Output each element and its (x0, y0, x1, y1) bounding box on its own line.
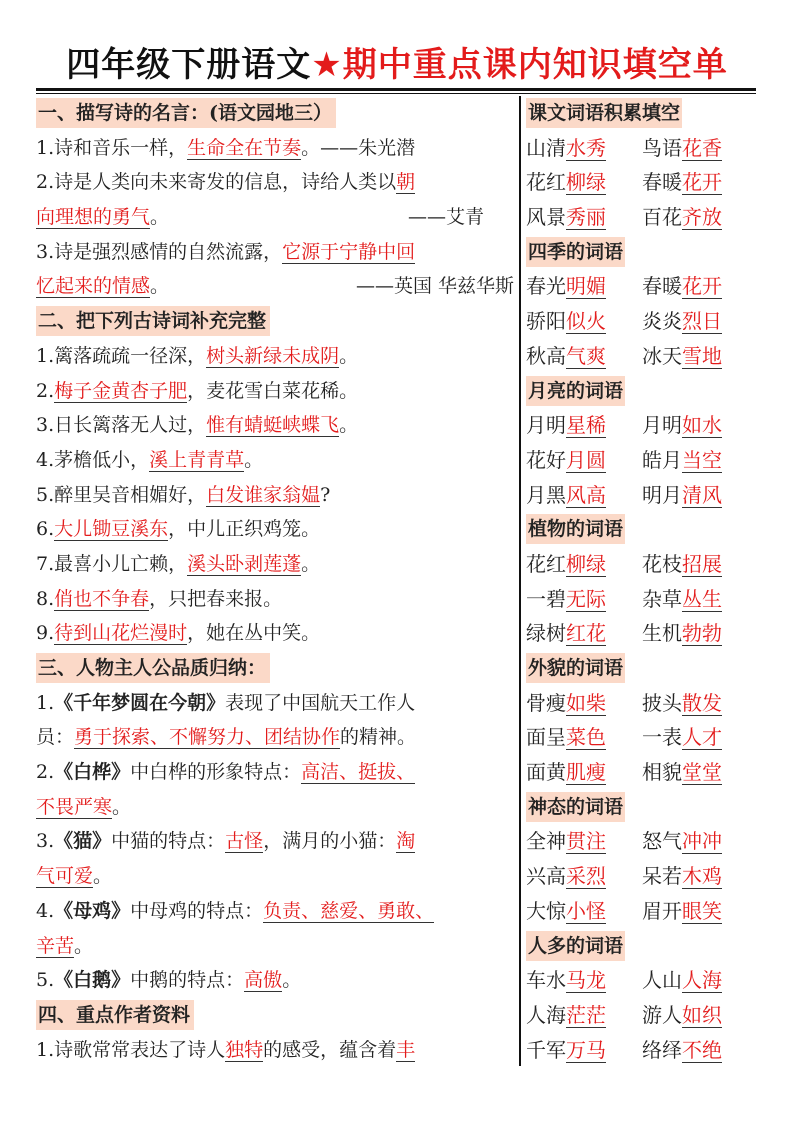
vocab-word (642, 582, 758, 617)
word-prefix: 人山 (642, 968, 682, 993)
vocab-word (526, 165, 642, 200)
vocab-row (526, 547, 758, 582)
answer: 月圆 (566, 447, 606, 472)
vocab-word (526, 547, 642, 582)
line-text: 。 (112, 795, 132, 818)
answer: 树头新绿未成阴 (206, 344, 340, 367)
vocab-word (642, 408, 758, 443)
answer: 冲冲 (682, 829, 722, 854)
line-text: 。 (150, 275, 170, 298)
answer: 俏也不争春 (54, 587, 150, 610)
vocab-group-title: 外貌的词语 (526, 653, 625, 683)
word-prefix: 眉开 (642, 898, 682, 923)
section-4-title: 四、重点作者资料 (36, 1000, 194, 1030)
vocab-word (526, 894, 642, 929)
answer: 当空 (682, 447, 722, 472)
vocab-word (526, 720, 642, 755)
section-heading (36, 304, 514, 339)
line-text: 中鹅的特点： (130, 969, 245, 992)
answer: 丛生 (682, 586, 722, 611)
word-prefix: 千军 (526, 1037, 566, 1062)
answer: 向理想的勇气 (36, 206, 151, 229)
word-prefix: 月明 (642, 413, 682, 438)
line-text: 。 (74, 934, 94, 957)
line-text: ，只把春来报。 (149, 587, 283, 610)
vocab-row (526, 408, 758, 443)
author: ——英国 华兹华斯 (355, 275, 514, 298)
word-prefix: 车水 (526, 968, 566, 993)
book-title: 《猫》 (54, 830, 112, 853)
vocab-row (526, 824, 758, 859)
answer: 勇于探索、不懈努力、团结协作 (74, 726, 341, 749)
vocab-word (526, 859, 642, 894)
answer: 招展 (682, 551, 722, 576)
vocab-row (526, 304, 758, 339)
answer: 辛苦 (36, 934, 75, 957)
text-line (36, 269, 514, 304)
answer: 采烈 (566, 864, 606, 889)
vocab-word (526, 582, 642, 617)
vocab-word (526, 200, 642, 235)
answer: 肌瘦 (566, 760, 606, 785)
line-text: 7.最喜小儿亡赖， (36, 552, 188, 575)
answer: 如织 (682, 1002, 722, 1027)
answer: 气可爱 (36, 865, 94, 888)
answer: 堂堂 (682, 760, 722, 785)
vocab-row (526, 269, 758, 304)
vocab-word (526, 131, 642, 166)
vocab-group-title: 课文词语积累填空 (526, 98, 682, 128)
answer: 待到山花烂漫时 (54, 622, 188, 645)
line-text: 。 (93, 865, 113, 888)
vocab-row (526, 1033, 758, 1068)
vocab-word (526, 304, 642, 339)
vocab-word (642, 165, 758, 200)
line-text: ，她在丛中笑。 (187, 622, 321, 645)
word-prefix: 明月 (642, 482, 682, 507)
answer: 忆起来的情感 (36, 275, 151, 298)
line-text: 。——朱光潜 (301, 136, 416, 159)
vocab-word (642, 547, 758, 582)
line-text: 2. (36, 761, 55, 784)
word-prefix: 一碧 (526, 586, 566, 611)
vocab-group-heading (526, 96, 758, 131)
vocab-group-title: 神态的词语 (526, 792, 625, 822)
text-line (36, 963, 514, 998)
vocab-row (526, 963, 758, 998)
word-prefix: 月明 (526, 413, 566, 438)
section-heading (36, 96, 514, 131)
vocab-row (526, 443, 758, 478)
column-divider (519, 96, 521, 1066)
text-line (36, 929, 514, 964)
vocab-word (526, 478, 642, 513)
answer: 雪地 (682, 343, 722, 368)
vocab-word (526, 616, 642, 651)
left-column (36, 96, 514, 1067)
vocab-word (642, 269, 758, 304)
word-prefix: 山清 (526, 135, 566, 160)
answer: 如柴 (566, 690, 606, 715)
right-column (526, 96, 758, 1067)
section-heading (36, 651, 514, 686)
vocab-word (642, 131, 758, 166)
answer: 不绝 (682, 1037, 722, 1062)
line-text: 9. (36, 622, 55, 645)
line-text: 。 (244, 448, 264, 471)
answer: 红花 (566, 621, 606, 646)
word-prefix: 面黄 (526, 760, 566, 785)
line-text: 表现了中国航天工作人 (225, 691, 416, 714)
vocab-word (642, 894, 758, 929)
line-text: 。 (339, 344, 359, 367)
vocab-word (526, 1033, 642, 1068)
answer: 明媚 (566, 274, 606, 299)
vocab-word (642, 478, 758, 513)
answer: 溪头卧剥莲蓬 (187, 552, 302, 575)
line-text: 。 (339, 414, 359, 437)
book-title: 《千年梦圆在今朝》 (54, 691, 226, 714)
line-text: 3. (36, 830, 55, 853)
word-prefix: 大惊 (526, 898, 566, 923)
text-line (36, 374, 514, 409)
word-prefix: 一表 (642, 725, 682, 750)
answer: 朝 (396, 171, 416, 194)
vocab-row (526, 755, 758, 790)
answer: 清风 (682, 482, 722, 507)
vocab-word (642, 998, 758, 1033)
vocab-group-title: 月亮的词语 (526, 376, 625, 406)
vocab-group-title: 四季的词语 (526, 237, 625, 267)
vocab-group-title: 植物的词语 (526, 514, 625, 544)
answer: 气爽 (566, 343, 606, 368)
line-text: 8. (36, 587, 55, 610)
word-prefix: 杂草 (642, 586, 682, 611)
vocab-row (526, 200, 758, 235)
answer: 茫茫 (566, 1002, 606, 1027)
vocab-row (526, 686, 758, 721)
answer: 散发 (682, 690, 722, 715)
text-line (36, 443, 514, 478)
answer: 白发谁家翁媪 (206, 483, 321, 506)
line-text: 中白桦的形象特点： (130, 761, 302, 784)
answer: 似火 (566, 309, 606, 334)
text-line (36, 165, 514, 200)
book-title: 《白桦》 (54, 761, 131, 784)
word-prefix: 月黑 (526, 482, 566, 507)
line-text: 4. (36, 899, 55, 922)
word-prefix: 人海 (526, 1002, 566, 1027)
word-prefix: 花红 (526, 170, 566, 195)
answer: 古怪 (225, 830, 264, 853)
line-text: 6. (36, 518, 55, 541)
section-2-title: 二、把下列古诗词补充完整 (36, 306, 270, 336)
word-prefix: 披头 (642, 690, 682, 715)
word-prefix: 鸟语 (642, 135, 682, 160)
vocab-word (526, 339, 642, 374)
answer: 它源于宁静中回 (282, 240, 416, 263)
line-text: 1.篱落疏疏一径深， (36, 344, 207, 367)
word-prefix: 春光 (526, 274, 566, 299)
vocab-word (642, 443, 758, 478)
vocab-row (526, 859, 758, 894)
word-prefix: 花枝 (642, 551, 682, 576)
answer: 柳绿 (566, 551, 606, 576)
vocab-group-heading (526, 235, 758, 270)
answer: 花香 (682, 135, 722, 160)
vocab-word (526, 824, 642, 859)
vocab-word (642, 720, 758, 755)
vocab-group-heading (526, 790, 758, 825)
answer: 惟有蜻蜓峡蝶飞 (206, 414, 340, 437)
text-line (36, 720, 514, 755)
vocab-group-heading (526, 651, 758, 686)
answer: 万马 (566, 1037, 606, 1062)
word-prefix: 兴高 (526, 864, 566, 889)
word-prefix: 花好 (526, 447, 566, 472)
text-line (36, 859, 514, 894)
word-prefix: 春暖 (642, 170, 682, 195)
answer: 眼笑 (682, 898, 722, 923)
vocab-word (642, 686, 758, 721)
vocab-word (526, 963, 642, 998)
answer: 柳绿 (566, 170, 606, 195)
word-prefix: 呆若 (642, 864, 682, 889)
line-text: 员： (36, 726, 75, 749)
answer: 梅子金黄杏子肥 (54, 379, 188, 402)
line-text: 3.日长篱落无人过， (36, 414, 207, 437)
vocab-word (526, 408, 642, 443)
answer: 花开 (682, 170, 722, 195)
vocab-row (526, 616, 758, 651)
line-text: ，满月的小猫： (263, 830, 397, 853)
answer: 高洁、挺拔、 (301, 761, 416, 784)
word-prefix: 百花 (642, 205, 682, 230)
line-text: 2. (36, 379, 55, 402)
word-prefix: 游人 (642, 1002, 682, 1027)
vocab-group-heading (526, 512, 758, 547)
vocab-word (642, 200, 758, 235)
text-line (36, 755, 514, 790)
text-line (36, 339, 514, 374)
line-text: 中母鸡的特点： (130, 899, 264, 922)
text-line (36, 894, 514, 929)
word-prefix: 怒气 (642, 829, 682, 854)
text-line (36, 408, 514, 443)
vocab-row (526, 339, 758, 374)
vocab-group-title: 人多的词语 (526, 931, 625, 961)
answer: 不畏严寒 (36, 795, 113, 818)
word-prefix: 花红 (526, 551, 566, 576)
section-1-title: 一、描写诗的名言：(语文园地三） (36, 98, 336, 128)
vocab-word (642, 824, 758, 859)
word-prefix: 秋高 (526, 343, 566, 368)
line-text: 1.诗歌常常表达了诗人 (36, 1038, 226, 1061)
line-text: 。 (301, 552, 321, 575)
vocab-word (642, 1033, 758, 1068)
line-text: 的感受，蕴含着 (263, 1038, 397, 1061)
page-title (0, 40, 794, 90)
answer: 淘 (396, 830, 416, 853)
vocab-row (526, 998, 758, 1033)
vocab-row (526, 894, 758, 929)
vocab-group-heading (526, 374, 758, 409)
word-prefix: 骄阳 (526, 309, 566, 334)
answer: 无际 (566, 586, 606, 611)
vocab-word (526, 998, 642, 1033)
answer: 如水 (682, 413, 722, 438)
line-text: 5. (36, 969, 55, 992)
vocab-word (526, 443, 642, 478)
text-line (36, 790, 514, 825)
word-prefix: 生机 (642, 621, 682, 646)
text-line (36, 582, 514, 617)
vocab-word (526, 755, 642, 790)
answer: 星稀 (566, 413, 606, 438)
vocab-word (642, 755, 758, 790)
text-line (36, 512, 514, 547)
vocab-row (526, 165, 758, 200)
text-line (36, 616, 514, 651)
answer: 齐放 (682, 205, 722, 230)
vocab-row (526, 720, 758, 755)
text-line (36, 1033, 514, 1068)
vocab-word (526, 686, 642, 721)
section-heading (36, 998, 514, 1033)
answer: 大儿锄豆溪东 (54, 518, 169, 541)
vocab-group-heading (526, 929, 758, 964)
text-line (36, 235, 514, 270)
answer: 小怪 (566, 898, 606, 923)
text-line (36, 686, 514, 721)
section-3-title: 三、人物主人公品质归纳： (36, 653, 270, 683)
word-prefix: 皓月 (642, 447, 682, 472)
star-icon: ★ (311, 45, 343, 85)
answer: 菜色 (566, 725, 606, 750)
answer: 人才 (682, 725, 722, 750)
line-text: 4.茅檐低小， (36, 448, 150, 471)
line-text: ? (320, 483, 331, 506)
vocab-word (642, 339, 758, 374)
word-prefix: 炎炎 (642, 309, 682, 334)
line-text: 中猫的特点： (111, 830, 226, 853)
word-prefix: 面呈 (526, 725, 566, 750)
answer: 溪上青青草 (149, 448, 245, 471)
answer: 人海 (682, 968, 722, 993)
answer: 花开 (682, 274, 722, 299)
answer: 贯注 (566, 829, 606, 854)
author: ——艾青 (407, 206, 484, 229)
vocab-word (642, 616, 758, 651)
answer: 秀丽 (566, 205, 606, 230)
answer: 丰 (396, 1038, 416, 1061)
line-text: ，麦花雪白菜花稀。 (187, 379, 359, 402)
word-prefix: 风景 (526, 205, 566, 230)
line-text: 3.诗是强烈感情的自然流露， (36, 240, 283, 263)
text-line (36, 547, 514, 582)
answer: 生命全在节奏 (187, 136, 302, 159)
word-prefix: 绿树 (526, 621, 566, 646)
answer: 独特 (225, 1038, 264, 1061)
line-text: 2.诗是人类向未来寄发的信息，诗给人类以 (36, 171, 397, 194)
vocab-word (642, 304, 758, 339)
line-text: 1. (36, 691, 55, 714)
word-prefix: 络绎 (642, 1037, 682, 1062)
text-line (36, 200, 514, 235)
line-text: 的精神。 (340, 726, 417, 749)
answer: 水秀 (566, 135, 606, 160)
word-prefix: 冰天 (642, 343, 682, 368)
line-text: ，中儿正织鸡笼。 (168, 518, 321, 541)
answer: 烈日 (682, 309, 722, 334)
line-text: 。 (282, 969, 302, 992)
answer: 勃勃 (682, 621, 722, 646)
word-prefix: 春暖 (642, 274, 682, 299)
answer: 马龙 (566, 968, 606, 993)
answer: 负责、慈爱、勇敢、 (263, 899, 435, 922)
line-text: 。 (150, 206, 170, 229)
title-rule-thick (36, 88, 756, 91)
vocab-word (526, 269, 642, 304)
text-line (36, 131, 514, 166)
answer: 高傲 (244, 969, 283, 992)
title-part2: 期中重点课内知识填空单 (342, 45, 728, 85)
book-title: 《白鹅》 (54, 969, 131, 992)
book-title: 《母鸡》 (54, 899, 131, 922)
line-text: 5.醉里吴音相媚好， (36, 483, 207, 506)
text-line (36, 824, 514, 859)
vocab-row (526, 582, 758, 617)
text-line (36, 478, 514, 513)
vocab-row (526, 478, 758, 513)
word-prefix: 骨瘦 (526, 690, 566, 715)
line-text: 1.诗和音乐一样， (36, 136, 188, 159)
title-rule-thin (36, 93, 756, 94)
vocab-row (526, 131, 758, 166)
answer: 木鸡 (682, 864, 722, 889)
vocab-word (642, 859, 758, 894)
title-part1: 四年级下册语文 (66, 45, 312, 85)
word-prefix: 相貌 (642, 760, 682, 785)
word-prefix: 全神 (526, 829, 566, 854)
vocab-word (642, 963, 758, 998)
answer: 风高 (566, 482, 606, 507)
